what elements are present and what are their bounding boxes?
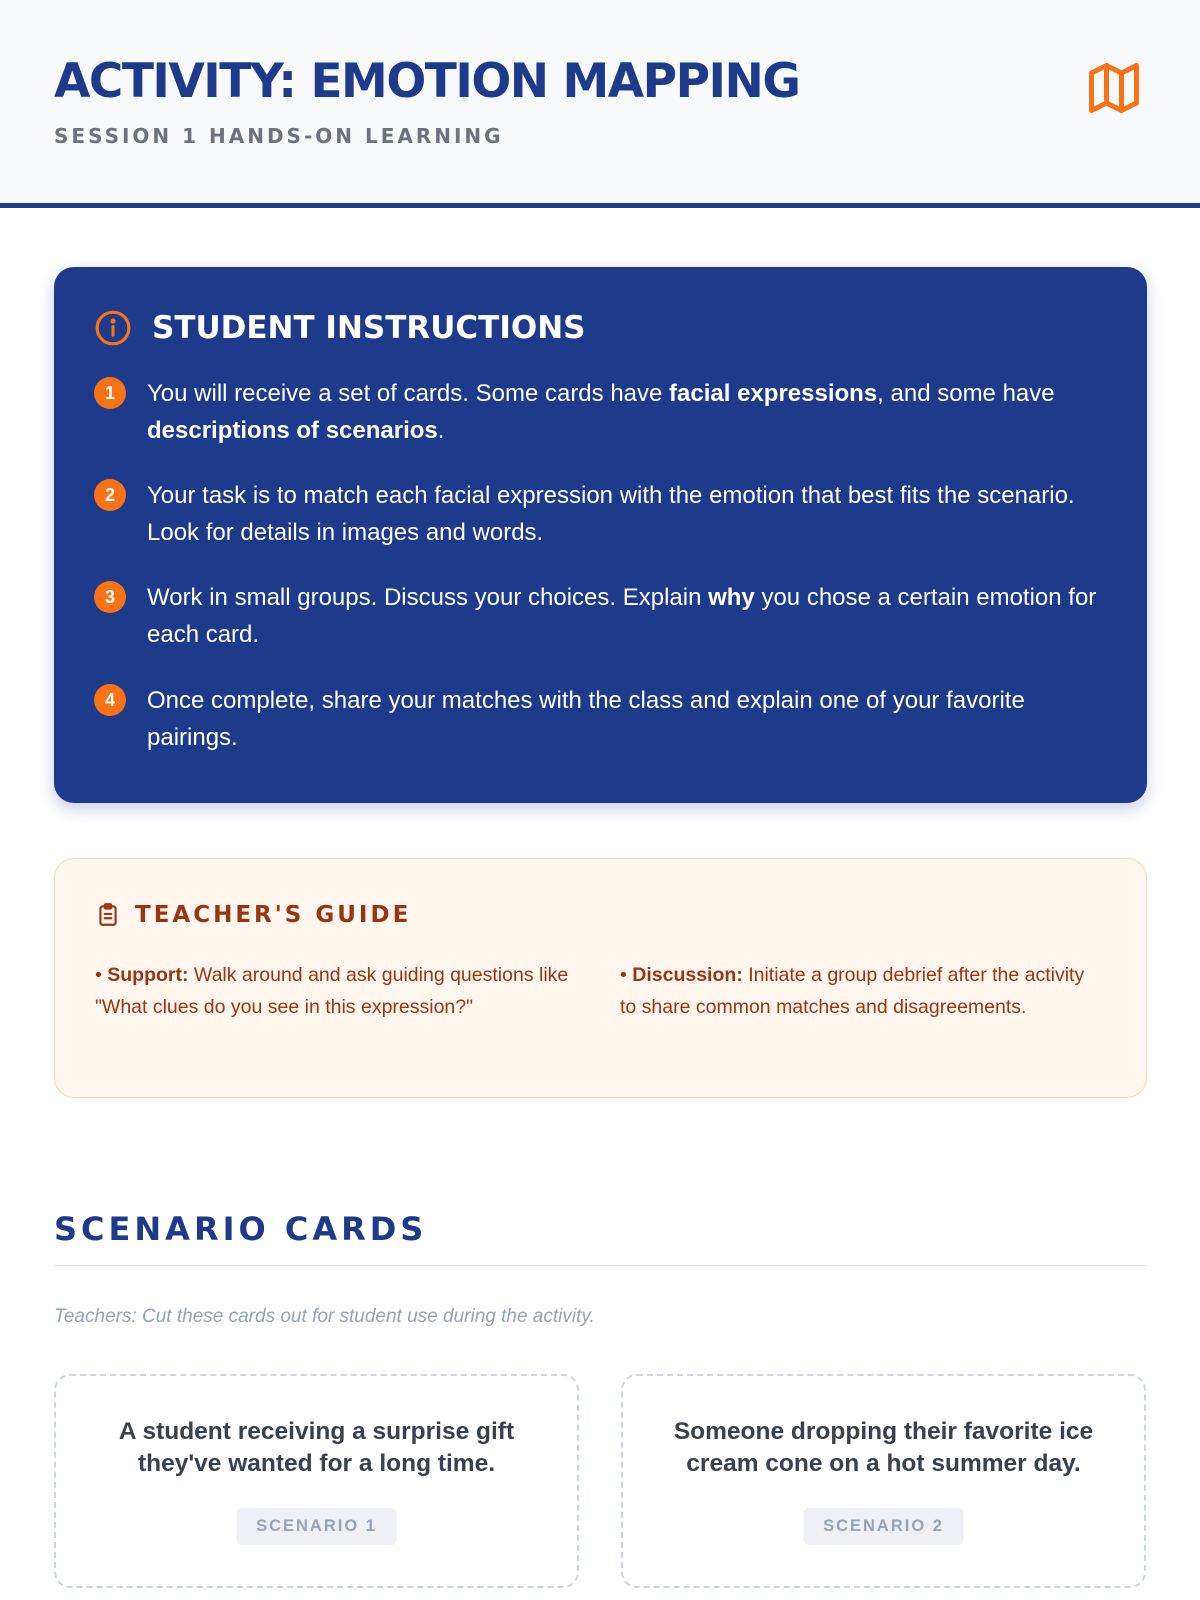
instruction-step	[94, 579, 1104, 653]
scenario-card-text: A student receiving a surprise gift they've wanted for a long time.	[118, 1418, 515, 1477]
scenario-card-tag: SCENARIO 2	[803, 1508, 964, 1545]
scenario-cards-note: Teachers: Cut these cards out for student use during the activity.	[54, 1306, 595, 1327]
scenario-cards-title: SCENARIO CARDS	[54, 1210, 428, 1248]
step-number-badge: 2	[94, 479, 126, 511]
section-divider	[54, 1265, 1147, 1266]
page-header	[0, 0, 1200, 208]
step-emphasis: why	[708, 584, 755, 611]
clipboard-icon	[95, 901, 121, 929]
info-icon	[94, 309, 132, 347]
step-emphasis: facial expressions	[669, 380, 878, 407]
instructions-title: STUDENT INSTRUCTIONS	[152, 310, 586, 346]
step-text-segment: You will receive a set of cards. Some cards have	[147, 380, 670, 407]
bullet: •	[95, 964, 102, 986]
step-text-segment: Work in small groups. Discuss your choices. Explain	[147, 584, 709, 611]
page-subtitle: SESSION 1 HANDS-ON LEARNING	[54, 124, 504, 148]
student-instructions-panel	[54, 267, 1147, 803]
instruction-step	[94, 375, 1104, 449]
map-icon	[1084, 58, 1144, 118]
guide-item-label: Discussion:	[632, 964, 743, 986]
scenario-card-tag: SCENARIO 1	[236, 1508, 397, 1545]
step-text-segment: you chose a certain emotion for each card.	[147, 584, 1097, 648]
step-number-badge: 1	[94, 377, 126, 409]
step-emphasis: descriptions of scenarios	[147, 417, 438, 444]
guide-item-discussion	[620, 959, 1090, 1023]
page-title: ACTIVITY: EMOTION MAPPING	[54, 54, 800, 109]
step-number-badge: 3	[94, 581, 126, 613]
teacher-guide-title: TEACHER'S GUIDE	[135, 902, 412, 928]
scenario-card-text: Someone dropping their favorite ice cream cone on a hot summer day.	[673, 1418, 1094, 1477]
teacher-guide-header	[95, 901, 411, 929]
teacher-guide-panel	[54, 858, 1147, 1098]
instruction-step	[94, 682, 1104, 756]
step-text	[147, 579, 1104, 653]
guide-item-text: Walk around and ask guiding questions like "What clues do you see in this expression?"	[95, 964, 569, 1018]
instructions-header	[94, 307, 586, 349]
guide-item-text: Initiate a group debrief after the activity to share common matches and disagreements.	[620, 964, 1085, 1018]
step-text	[147, 477, 1104, 551]
step-text-segment: , and some have	[877, 380, 1055, 407]
step-text-segment: Your task is to match each facial expression with the emotion that best fits the scenario. Look for details in images and words.	[147, 482, 1075, 546]
step-text-segment: .	[437, 417, 445, 444]
instruction-step	[94, 477, 1104, 551]
step-number-badge: 4	[94, 684, 126, 716]
step-text	[147, 682, 1104, 756]
scenario-card	[54, 1374, 579, 1588]
scenario-card	[621, 1374, 1146, 1588]
bullet: •	[620, 964, 627, 986]
step-text-segment: Once complete, share your matches with the class and explain one of your favorite pairings.	[147, 687, 1025, 751]
guide-item-label: Support:	[107, 964, 189, 986]
guide-item-support	[95, 959, 581, 1023]
step-text	[147, 375, 1104, 449]
